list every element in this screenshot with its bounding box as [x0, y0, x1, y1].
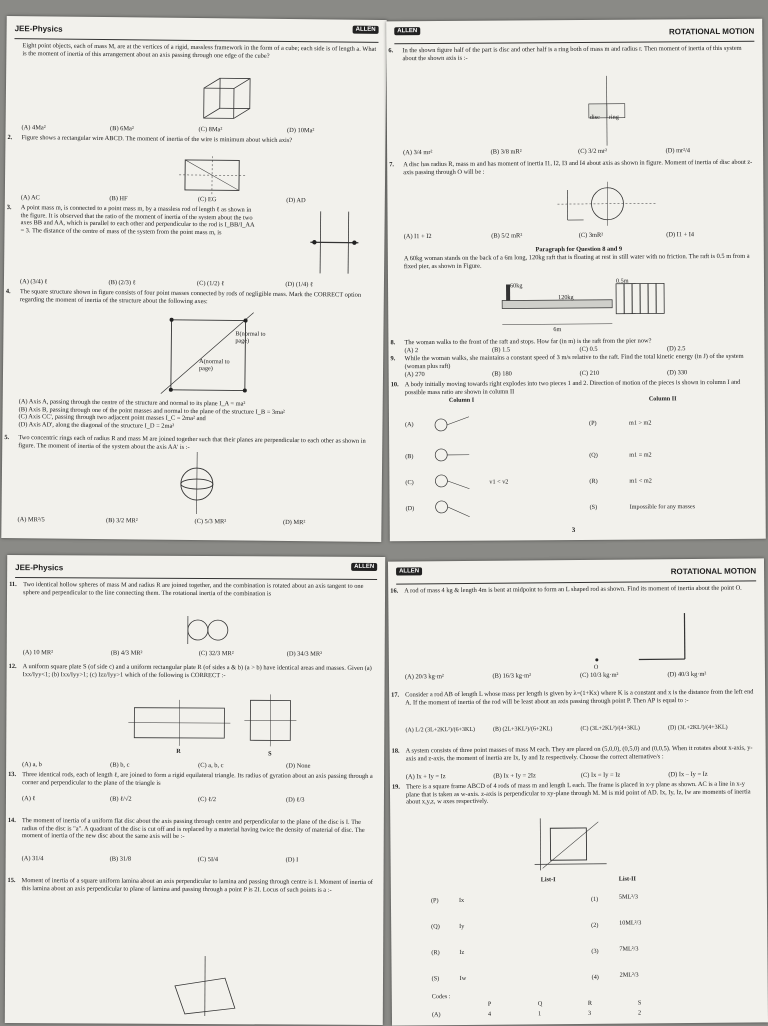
header-title: ROTATIONAL MOTION: [671, 566, 756, 576]
question-15: 15. Moment of inertia of a square uniform lamina about an axis perpendicular to lamina and passing through centre is I. Moment of inertia of this lamina about an axis perpendicular to plane of lamina and passing through a point P is 2I. Locus of such points is a :-: [21, 877, 373, 894]
options-q13: (A) ℓ (B) ℓ/√2 (C) ℓ/2 (D) ℓ/3: [22, 795, 374, 804]
options-q6: (A) 3/4 mr² (B) 3/8 mR² (C) 3/2 mr² (D) mr²/4: [403, 147, 753, 156]
fig-label-b: B(normal to page): [235, 330, 275, 345]
header-title: ROTATIONAL MOTION: [669, 27, 754, 37]
disc-label: disc: [590, 114, 600, 121]
question-text: Eight point objects, each of mass M, are at the vertices of a rigid, massless framework in the form of a cube; each side is of length a. What is the moment of inertia of this arrangement about an axis passing through one edge of the cube?: [22, 42, 376, 59]
ring-label: ring: [609, 114, 619, 121]
page-top-right: ALLEN ROTATIONAL MOTION 6. In the shown figure half of the part is disc and other half is a ring both of mass m and radius r. Then moment of inertia of this system about the shown axis is :- disc ring (A) 3/4 mr² (B) 3/8 mR² (C) 3/2 mr² (D) mr²/4 7. A disc has radius R, mass m and has moment of inertia I1, I2, I3 and I4 about axis as shown in figure. Moment of inertia of disc about z-axis passing through O will be : (A) I1 + I2 (B) 5/2 mR² (C) 3mR² (D) I1 + I4 Paragraph for Question 8 and 9 A 60kg woman stands on the back of a 6m long, 120kg raft that is floating at rest in still water with no friction. The raft is 0.5 m from a fixed pier, as shown in Figure. 60kg 120kg 0.5m 6m 8. The woman walks to the front of the raft and stops. How far (in m) is the raft from the pier now? (A) 2 (B) 1.5 (C) 0.5 (D) 2.5 9. While the woman walks, she maintains a constant speed of 3 m/s relative to the raft. Find the total kinetic energy (in J) of the system (woman plus raft) (A) 270 (B) 180 (C) 210 (D) 330 10. A body initially moving towards right explodes into two pieces 1 and 2. Direction of motion of the pieces is shown in column I and possible mass ratio are shown in column II Column I Column II (A) (P) m1 > m2 (B) (Q) m1 = m2 (C) v1 < v2 (R) m1 < m2 (D) (S) Impossible for any masses 3: [386, 19, 766, 542]
page-top-left: [1, 16, 386, 542]
codes-label: Codes :: [432, 993, 451, 1000]
question-14: 14. The moment of inertia of a uniform flat disc about the axis passing through centre and perpendicular to the plane of the disc is I. The radius of the disc is "a". A quadrant of the disc is cut off and is replaced by a material having twice the density of material of disc. The moment of inertia of the new disc about the same axis will be :-: [22, 817, 374, 842]
option-c-note: v1 < v2: [489, 478, 508, 485]
l-shaped-rod-figure: [588, 605, 699, 666]
explosion-figures: [429, 413, 490, 523]
question-8: 8. The woman walks to the front of the raft and stops. How far (in m) is the raft from the pier now?: [404, 337, 754, 347]
list-1-heading: List-I: [541, 876, 556, 883]
disc-axes-figure: [547, 179, 657, 228]
question-10: 10. A body initially moving towards right explodes into two pieces 1 and 2. Direction of motion of the pieces is shown in column I and possible mass ratio are shown in column II: [405, 379, 755, 397]
question-2: 2. Figure shows a rectangular wire ABCD. The moment of inertia of the wire is minimum about which axis?: [21, 134, 375, 145]
options-q7: (A) I1 + I2 (B) 5/2 mR² (C) 3mR² (D) I1 + I4: [404, 231, 754, 240]
question-18: 18. A system consists of three point masses of mass M each. They are placed on (5,0,0), (0,5,0) and (0,0,5). When it rotates about x-axis, y-axis and z-axis, the moment of inertia are Ix, Iy and Iz respectively. Choose the correct alternative/s :: [406, 744, 756, 762]
disc-ring-figure: [587, 76, 627, 146]
question-12: 12. A uniform square plate S (of side c) and a uniform rectangular plate R (of sides a & b) (a > b) have identical areas and masses. Given (a) Ixx/Iyy<1; (b) Ixx/Iyy>1; (c) Izz/Iyy>1 which of the following is CORRECT :-: [23, 663, 375, 680]
page-header: [15, 22, 379, 43]
plates-figure: [126, 690, 306, 761]
square-structure-figure: [153, 308, 274, 397]
raft-length-label: 6m: [553, 326, 561, 333]
column-1-heading: Column I: [449, 397, 474, 404]
options-q8: (A) 2 (B) 1.5 (C) 0.5 (D) 2.5: [404, 345, 754, 354]
gap-label: 0.5m: [616, 278, 629, 285]
woman-mass-label: 60kg: [510, 282, 522, 289]
question-5: 5. Two concentric rings each of radius R and mass M are joined together such that their planes are perpendicular to each other as shown in figure. The moment of inertia of the system about the axis AA' is :-: [18, 434, 372, 453]
options-q14: (A) 31/4 (B) 31/8 (C) 5I/4 (D) I: [22, 855, 374, 864]
allen-logo: ALLEN: [351, 563, 377, 571]
allen-logo: ALLEN: [394, 27, 420, 35]
question-3: 3. A point mass m, is connected to a point mass m, by a massless rod of length ℓ as shown in the figure. It is observed that the ratio of the moment of inertia of the system about the two axes BB and AA, which is parallel to each other and perpendicular to the rod is I_BB/I_AA = 3. The distance of the centre of mass of the system from the point mass m, is: [20, 204, 254, 237]
question-16: 16. A rod of mass 4 kg & length 4m is bent at midpoint to form an L shaped rod as shown. Find its moment of inertia about the point O.: [404, 584, 754, 595]
header-title: JEE-Physics: [15, 563, 63, 572]
page-header: [396, 564, 756, 584]
question-13: 13. Three identical rods, each of length ℓ, are joined to form a rigid equilateral triangle. Its radius of gyration about an axis passing through a corner and perpendicular to the plane of the triangle is: [22, 771, 374, 788]
paragraph-title: Paragraph for Question 8 and 9: [404, 245, 754, 255]
question-9: 9. While the woman walks, she maintains a constant speed of 3 m/s relative to the raft. Find the total kinetic energy (in J) of the system (woman plus raft): [405, 353, 755, 371]
question-19: 19. There is a square frame ABCD of 4 rods of mass m and length L each. The frame is placed in x-y plane as shown. AC is a line in x-y plane that is taken as w-axis. z-axis is perpendicular to xy-plane through M. M is mid point of AD. Ix, Iy, Iz, Iw are moments of inertia about x,y,z, w axes respectively.: [406, 780, 756, 806]
allen-logo: ALLEN: [353, 26, 379, 34]
options-q17: (A) L/2 (3L+2KL²)/(6+3KL) (B) (2L+3KL²)/(6+2KL) (C) (3L+2KL²)/(4+3KL) (D) (3L+2KL²)/(4+3KL): [405, 724, 755, 734]
list-2-heading: List-II: [619, 875, 636, 882]
allen-logo: ALLEN: [396, 567, 422, 575]
question-4-choices: (A) Axis A, passing through the centre of the structure and normal to its plane I_A = ma² (B) Axis B, passing through one of the point masses and normal to the plane of the structure I_B = 3ma² (C) Axis CC', passing through two adjacent point masses I_C = 2ma² and (D) Axis AD', along the diagonal of the structure I_D = 2ma²: [18, 398, 372, 432]
fig-label-a: A(normal to page): [199, 358, 239, 373]
header-title: JEE-Physics: [15, 24, 63, 34]
square-lamina-figure: [165, 956, 245, 1016]
options-q5: (A) MR²/5 (B) 3/2 MR² (C) 5/3 MR² (D) MR²: [17, 516, 371, 527]
question-7: 7. A disc has radius R, mass m and has moment of inertia I1, I2, I3 and I4 about axis as shown in figure. Moment of inertia of disc about z-axis passing through O will be :: [403, 159, 753, 177]
point-o-label: O: [594, 664, 599, 671]
page-header: [15, 561, 377, 580]
page-header: [394, 25, 754, 45]
page-bottom-right: ALLEN ROTATIONAL MOTION 16. A rod of mass 4 kg & length 4m is bent at midpoint to form an L shaped rod as shown. Find its moment of inertia about the point O. O (A) 20/3 kg·m² (B) 16/3 kg·m² (C) 10/3 kg·m² (D) 40/3 kg·m² 17. Consider a rod AB of length L whose mass per length is given by λ=(1+Kx) where K is a constant and x is the distance from the left end A. If the moment of inertia of the rod will be least about an axis passing through point P. Then AP is equal to :- (A) L/2 (3L+2KL²)/(6+3KL) (B) (2L+3KL²)/(6+2KL) (C) (3L+2KL²)/(4+3KL) (D) (3L+2KL²)/(4+3KL) 18. A system consists of three point masses of mass M each. They are placed on (5,0,0), (0,5,0) and (0,0,5). When it rotates about x-axis, y-axis and z-axis, the moment of inertia are Ix, Iy and Iz respectively. Choose the correct alternative/s : (A) Ix + Iy = Iz (B) Ix + Iy = 2Iz (C) Ix = Iy = Iz (D) Ix – Iy = Iz 19. There is a square frame ABCD of 4 rods of mass m and length L each. The frame is placed in x-y plane as shown. AC is a line in x-y plane that is taken as w-axis. z-axis is perpendicular to xy-plane through M. M is mid point of AD. Ix, Iy, Iz, Iw are moments of inertia about x,y,z, w axes respectively. List-I List-II (P) Ix (1) 5ML²/3 (Q) Iy (2) 10ML²/3 (R) Iz (3) 7ML²/3 (S) Iw (4) 2ML²/3 Codes : P Q R S (A) 4 1 3 2: [388, 558, 768, 1025]
question-6: 6. In the shown figure half of the part is disc and other half is a ring both of mass m and radius r. Then moment of inertia of this system about the shown axis is :-: [402, 45, 752, 63]
page-bottom-left: [5, 555, 385, 1025]
options-q18: (A) Ix + Iy = Iz (B) Ix + Iy = 2Iz (C) Ix = Iy = Iz (D) Ix – Iy = Iz: [406, 770, 756, 780]
question-11: 11. Two identical hollow spheres of mass M and radius R are joined together, and the combination is rotated about an axis tangent to one sphere and perpendicular to the line connecting them. The rotational inertia of the combination is: [23, 581, 375, 598]
options-q16: (A) 20/3 kg·m² (B) 16/3 kg·m² (C) 10/3 kg·m² (D) 40/3 kg·m²: [405, 670, 755, 680]
options-q9: (A) 270 (B) 180 (C) 210 (D) 330: [405, 369, 755, 378]
raft-pier-figure: [498, 273, 668, 334]
options-q11: (A) 10 MR² (B) 4/3 MR² (C) 32/3 MR² (D) 34/3 MR²: [23, 649, 375, 658]
question-4: 4. The square structure shown in figure consists of four point masses connected by rods of negligible mass. Mark the CORRECT option regarding the moment of inertia of the structure about the following axes:: [20, 288, 374, 307]
page-number: 3: [572, 526, 576, 534]
concentric-rings-figure: [172, 452, 223, 515]
options-q12: (A) a, b (B) b, c (C) a, b, c (D) None: [22, 761, 374, 770]
square-frame-figure: [530, 814, 611, 875]
plate-s-label: S: [268, 750, 271, 757]
raft-mass-label: 120kg: [558, 294, 574, 301]
rectangle-wire-figure: [175, 156, 255, 197]
rod-masses-figure: [304, 209, 365, 276]
column-2-heading: Column II: [649, 395, 677, 402]
hollow-spheres-figure: [182, 614, 232, 646]
question-1: [22, 42, 376, 61]
cube-figure: [196, 74, 266, 123]
options-q2: (A) AC (B) HF (C) EG (D) AD: [21, 194, 375, 205]
paragraph-text: A 60kg woman stands on the back of a 6m long, 120kg raft that is floating at rest in still water with no friction. The raft is 0.5 m from a fixed pier, as shown in Figure.: [404, 253, 754, 271]
options-q1: (A) 4Ma² (B) 6Ma² (C) 8Ma² (D) 10Ma²: [22, 124, 376, 135]
question-17: 17. Consider a rod AB of length L whose mass per length is given by λ=(1+Kx) where K is a constant and x is the distance from the left end A. If the moment of inertia of the rod will be least about an axis passing through point P. Then AP is equal to :-: [405, 688, 755, 706]
plate-r-label: R: [176, 748, 181, 755]
options-q3: (A) (3/4) ℓ (B) (2/3) ℓ (C) (1/2) ℓ (D) (1/4) ℓ: [20, 278, 374, 289]
